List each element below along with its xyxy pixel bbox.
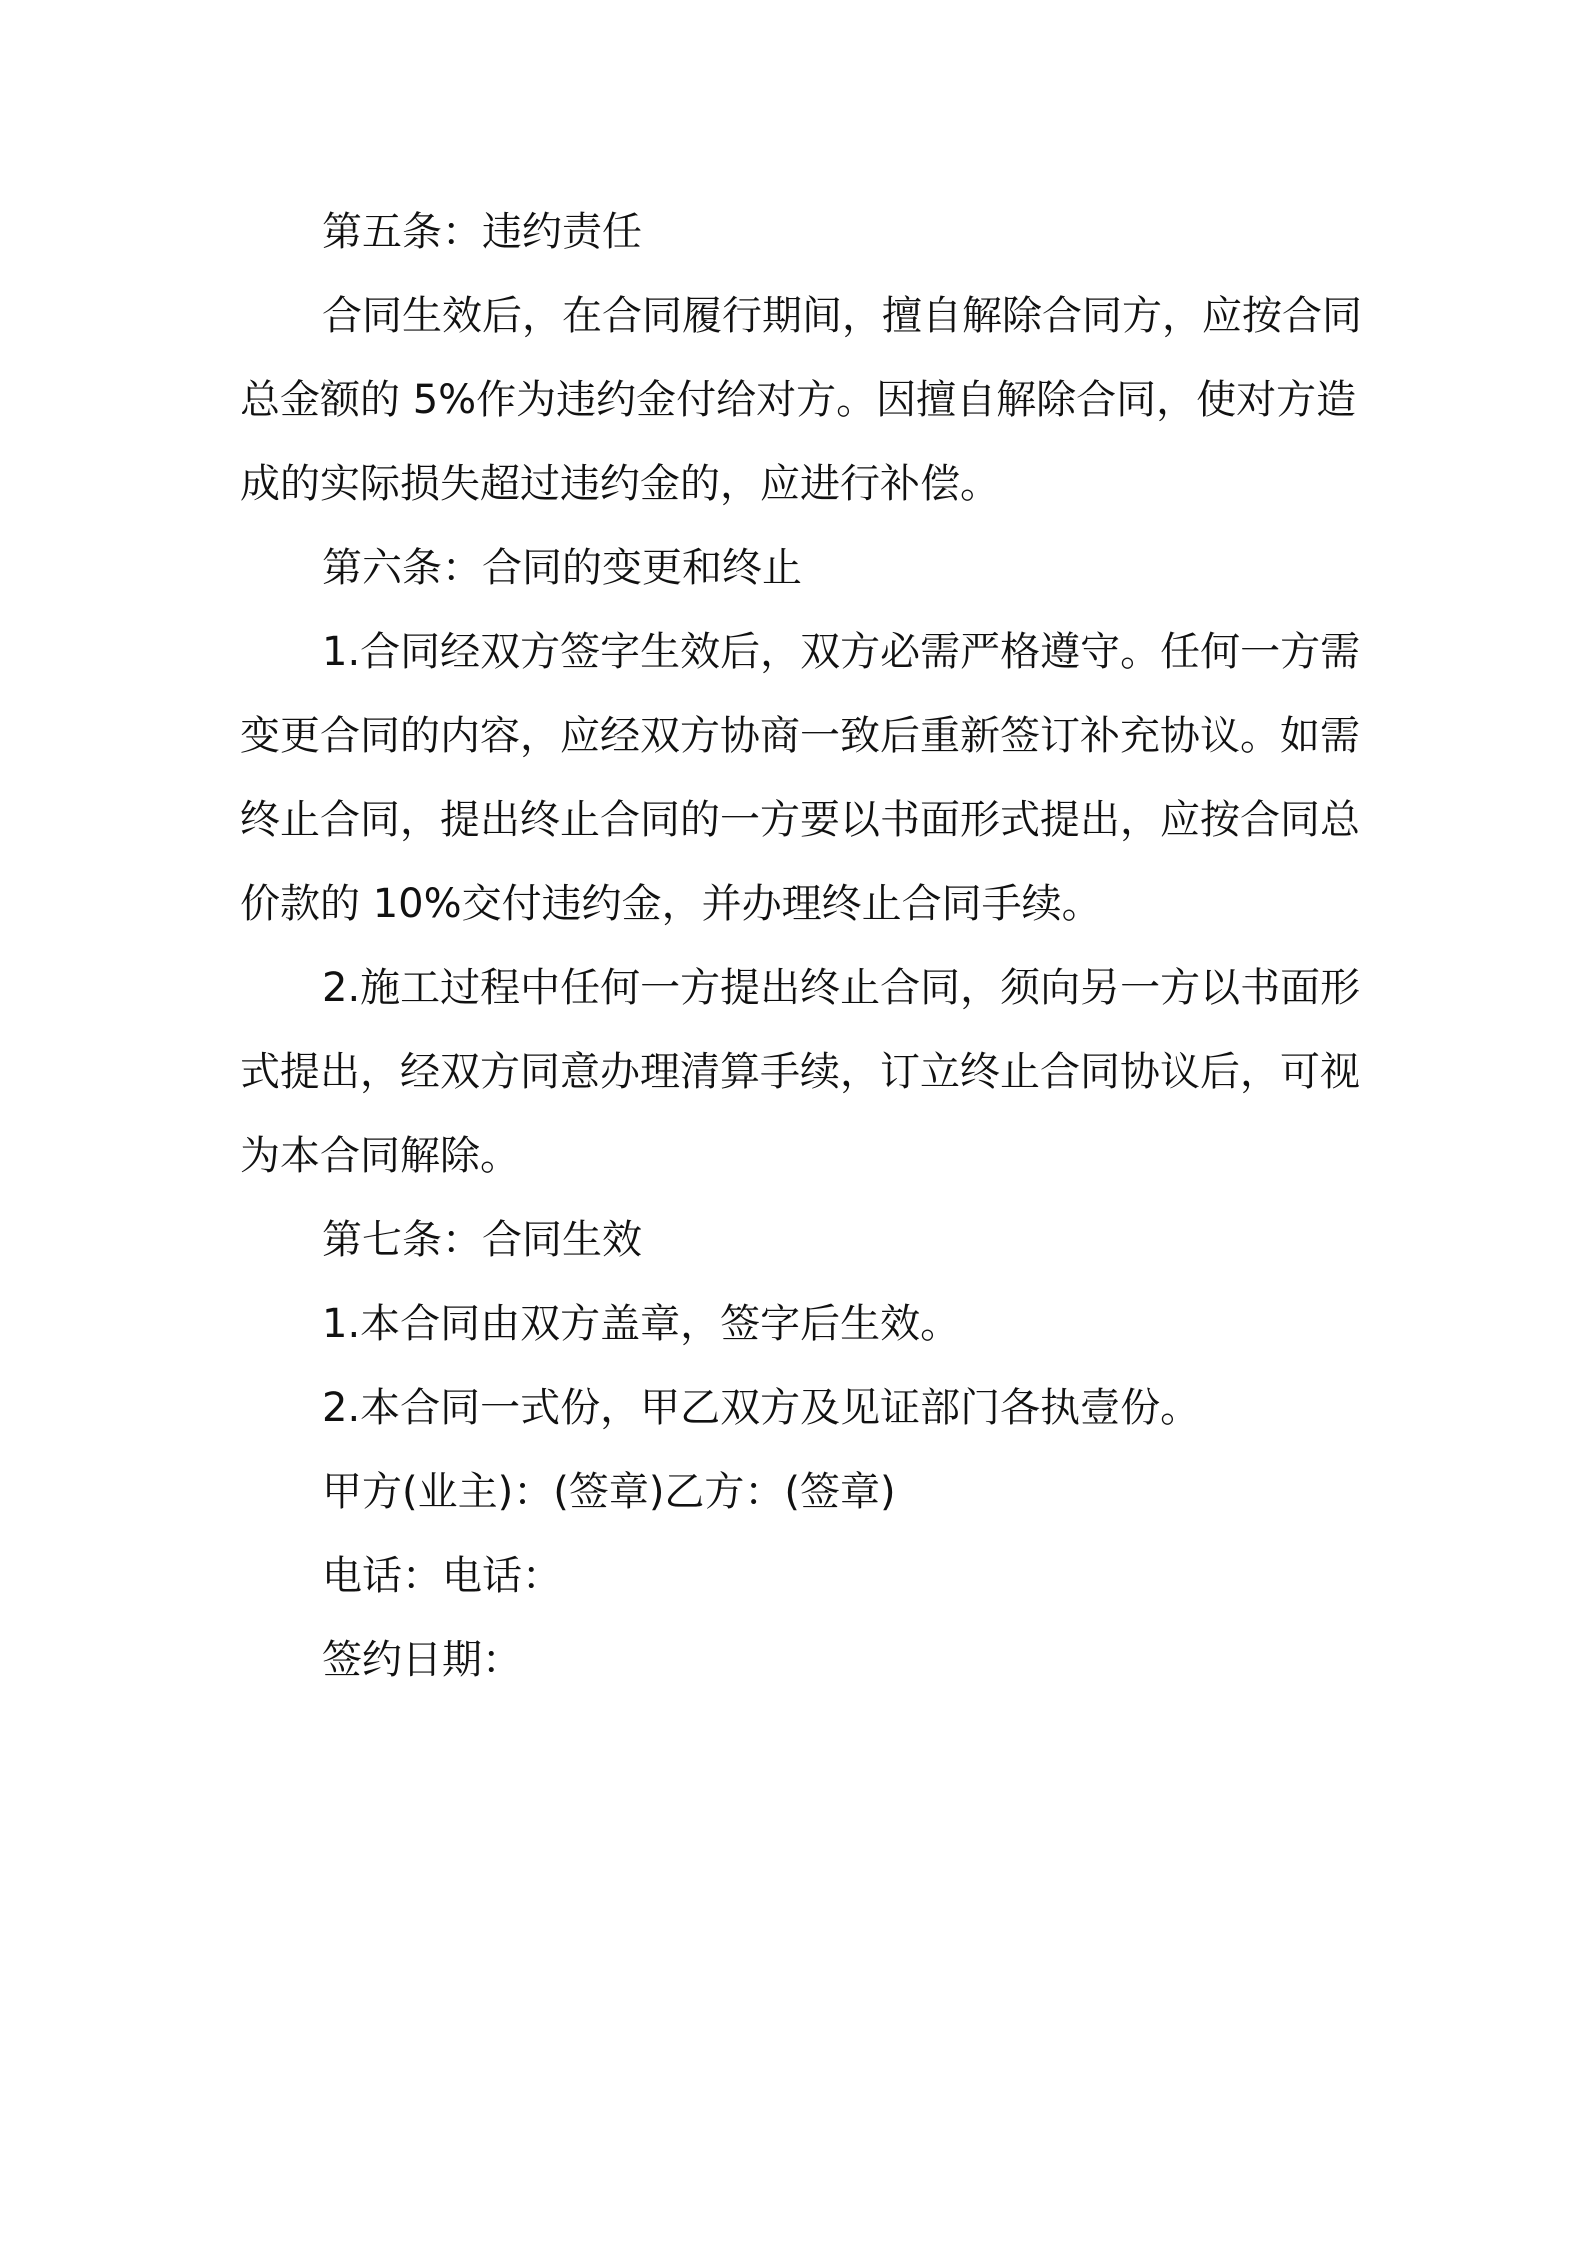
paragraph-line: 1.合同经双方签字生效后，双方必需严格遵守。任何一方需: [322, 629, 1361, 675]
paragraph-line: 2.施工过程中任何一方提出终止合同，须向另一方以书面形: [322, 965, 1361, 1011]
article-6-clause-2: [240, 946, 1361, 1198]
contract-body: [240, 190, 1362, 1702]
article-7-item-1: 1.本合同由双方盖章，签字后生效。: [322, 1301, 961, 1347]
paragraph-line: 价款的 10%交付违约金，并办理终止合同手续。: [240, 881, 1102, 927]
article-5-paragraph: [240, 274, 1362, 526]
article-7-heading: 第七条：合同生效: [322, 1217, 642, 1263]
article-6-heading: 第六条：合同的变更和终止: [322, 545, 802, 591]
date-line: 签约日期：: [322, 1637, 522, 1683]
article-6-clause-1: [240, 610, 1361, 946]
signature-line: 甲方(业主)：(签章)乙方：(签章): [322, 1469, 896, 1515]
paragraph-line: 变更合同的内容，应经双方协商一致后重新签订补充协议。如需: [240, 713, 1360, 759]
article-7-item-2: 2.本合同一式份，甲乙双方及见证部门各执壹份。: [322, 1385, 1201, 1431]
paragraph-line: 合同生效后，在合同履行期间，擅自解除合同方，应按合同: [322, 293, 1362, 339]
phone-line: 电话：电话：: [322, 1553, 562, 1599]
paragraph-line: 成的实际损失超过违约金的，应进行补偿。: [240, 461, 1000, 507]
paragraph-line: 为本合同解除。: [240, 1133, 520, 1179]
paragraph-line: 式提出，经双方同意办理清算手续，订立终止合同协议后，可视: [240, 1049, 1360, 1095]
paragraph-line: 终止合同，提出终止合同的一方要以书面形式提出，应按合同总: [240, 797, 1360, 843]
paragraph-line: 总金额的 5%作为违约金付给对方。因擅自解除合同，使对方造: [240, 377, 1357, 423]
article-5-heading: 第五条：违约责任: [322, 209, 642, 255]
